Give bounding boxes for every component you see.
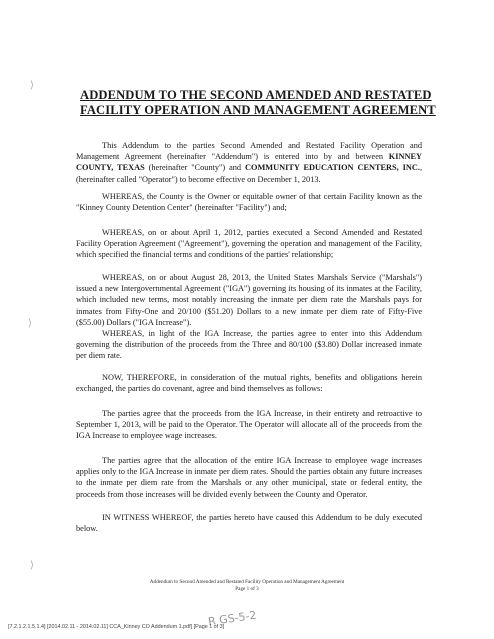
intro-text-e: , (hereinafter called "Operator") to become effective on December 1, 2013.: [76, 163, 423, 184]
paragraph-whereas-agreement: WHEREAS, on or about April 1, 2012, parties executed a Second Amended and Restated Facility Operation Agreement ("Agreement"), governing the operation and management of the Facility, which specified the financial terms and conditions of the parties' relationship;: [76, 228, 422, 260]
footer-title: Addendum to Second Amended and Restated Facility Operation and Management Agreement: [149, 579, 345, 585]
paragraph-whereas-iga: WHEREAS, on or about August 28, 2013, the United States Marshals Service ("Marshals") issued a new Intergovernmental Agreement ("IGA") governing its housing of its inmates at the Facility, which included new terms, most notably increasing the inmate per diem rate the Marshals pays for inmates from Fifty-One and 20/100 ($51.20) Dollars to a new inmate per diem rate of Fifty-Five ($55.00) Dollars ("IGA Increase").: [76, 273, 422, 327]
paragraph-whereas-owner: WHEREAS, the County is the Owner or equitable owner of that certain Facility known as the "Kinney County Detention Center" (hereinafter "Facility") and;: [76, 192, 422, 213]
intro-text-a: This Addendum to the parties Second Amended and Restated Facility Operation and Management Agreement (hereinafter "Addendum") is entered into by and between: [76, 141, 422, 162]
paragraph-proceeds: The parties agree that the proceeds from the IGA Increase, in their entirety and retroactive to September 1, 2013, will be paid to the Operator. The Operator will allocate all of the proceeds from the IGA Increase to employee wage increases.: [76, 409, 422, 441]
bates-stamp: [7.2.1.2.1.5.1.4] [2014.02.11 - 2014.02.11] CCA_Kinney CO Addendum 1.pdf] [Page 1 of 3]: [8, 624, 225, 630]
title-line-2: FACILITY OPERATION AND MANAGEMENT AGREEMENT: [80, 103, 436, 117]
intro-text-c: (hereinafter "County") and: [144, 163, 245, 173]
paragraph-witness: IN WITNESS WHEREOF, the parties hereto have caused this Addendum to be duly executed below.: [76, 513, 422, 534]
footer-page-number: Page 1 of 3: [235, 586, 259, 592]
scan-margin-mark: ⟩: [30, 560, 34, 571]
paragraph-allocation: The parties agree that the allocation of the entire IGA Increase to employee wage increases applies only to the IGA Increase in inmate per diem rates. Should the parties obtain any future increases to the inmate per diem rate from the Marshals or any other municipal, state or federal entity, the proceeds from those increases will be divided evenly between the County and Operator.: [76, 456, 422, 499]
scan-margin-mark: ⟩: [28, 318, 32, 329]
paragraph-whereas-increase: WHEREAS, in light of the IGA Increase, the parties agree to enter into this Addendum governing the distribution of the proceeds from the Three and 80/100 ($3.80) Dollar increased inmate per diem rate.: [76, 329, 422, 361]
page-footer: [0, 579, 494, 593]
paragraph-intro: [76, 140, 422, 185]
title-line-1: ADDENDUM TO THE SECOND AMENDED AND RESTATED: [80, 88, 432, 102]
intro-party-county: KINNEY COUNTY, TEXAS: [76, 152, 422, 173]
intro-party-operator: COMMUNITY EDUCATION CENTERS, INC.: [245, 163, 420, 173]
scan-margin-mark: ⟩: [30, 80, 34, 91]
document-title: [80, 88, 436, 118]
paragraph-now-therefore: NOW, THEREFORE, in consideration of the mutual rights, benefits and obligations herein exchanged, the parties do covenant, agree and bind themselves as follows:: [76, 373, 422, 394]
handwritten-mark: R GS-5-2: [207, 608, 258, 629]
